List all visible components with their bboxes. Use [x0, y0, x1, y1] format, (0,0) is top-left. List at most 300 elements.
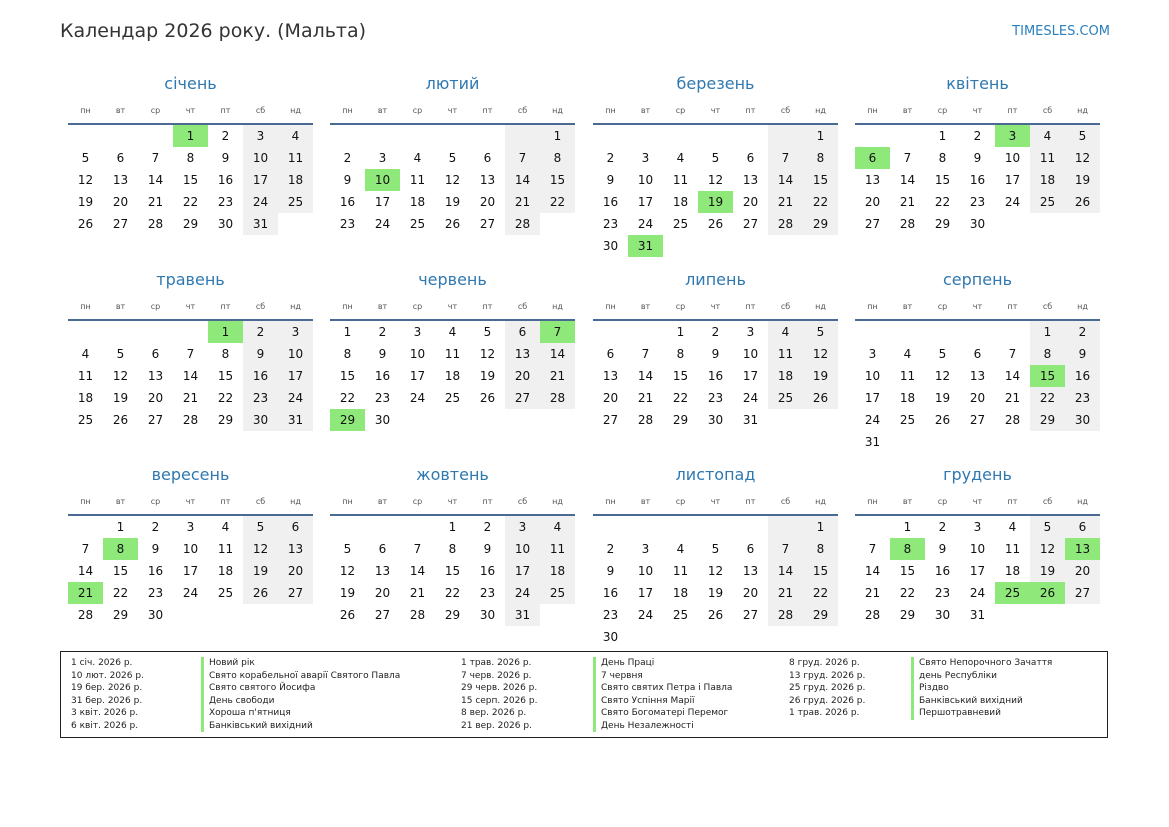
empty-day	[698, 626, 733, 648]
day: 17	[505, 560, 540, 582]
empty-day	[505, 125, 540, 147]
day: 18	[278, 169, 313, 191]
weekday-label: пн	[342, 497, 353, 506]
day: 2	[243, 321, 278, 343]
weekday-label: ср	[412, 106, 423, 115]
day: 16	[479, 564, 496, 578]
day: 8	[448, 542, 457, 556]
empty-day	[330, 516, 365, 538]
day: 9	[343, 173, 352, 187]
holiday-name: Свято Богоматері Перемог	[593, 707, 732, 720]
day: 29	[803, 604, 838, 626]
day: 7	[768, 538, 803, 560]
day: 31	[969, 608, 986, 622]
holiday-date: 15 серп. 2026 р.	[461, 695, 538, 706]
day: 22	[934, 195, 951, 209]
day: 13	[505, 343, 540, 365]
week-row	[330, 516, 575, 538]
day: 1	[343, 325, 352, 339]
day: 20	[147, 391, 164, 405]
week-row	[68, 365, 313, 387]
day: 3	[746, 325, 755, 339]
holiday-date: 10 лют. 2026 р.	[71, 670, 144, 681]
empty-day	[890, 431, 925, 453]
week-row	[330, 365, 575, 387]
day: 18	[217, 564, 234, 578]
day: 13	[602, 369, 619, 383]
day: 6	[505, 321, 540, 343]
weekday-label: сб	[255, 302, 266, 311]
weekday-label: вт	[902, 302, 913, 311]
day: 19	[1065, 169, 1100, 191]
month-block	[593, 270, 838, 431]
holiday-day: 29	[330, 409, 365, 431]
day: 24	[864, 413, 881, 427]
day: 10	[182, 542, 199, 556]
week-row	[593, 582, 838, 604]
holiday-day: 1	[208, 321, 243, 343]
weekday-label: ср	[675, 497, 686, 506]
empty-day	[400, 409, 435, 431]
day: 17	[278, 365, 313, 387]
day: 20	[742, 195, 759, 209]
empty-day	[663, 235, 698, 257]
weekday-label: вт	[902, 497, 913, 506]
holiday-name: 7 червня	[593, 670, 732, 683]
day: 29	[899, 608, 916, 622]
day: 7	[868, 542, 877, 556]
day: 14	[147, 173, 164, 187]
day: 17	[864, 391, 881, 405]
day: 22	[803, 582, 838, 604]
week-row	[593, 125, 838, 147]
holiday-date: 21 вер. 2026 р.	[461, 720, 532, 731]
holiday-name: День Праці	[593, 657, 732, 670]
day: 14	[1004, 369, 1021, 383]
day: 19	[479, 369, 496, 383]
day: 11	[672, 564, 689, 578]
day: 8	[343, 347, 352, 361]
day: 25	[540, 582, 575, 604]
day: 25	[768, 387, 803, 409]
weekday-label: сб	[780, 106, 791, 115]
day: 25	[899, 413, 916, 427]
day: 16	[602, 195, 619, 209]
day: 4	[221, 520, 230, 534]
month-name: травень	[156, 270, 225, 289]
empty-day	[960, 431, 995, 453]
day: 19	[77, 195, 94, 209]
day: 30	[969, 217, 986, 231]
weekday-label: вт	[115, 497, 126, 506]
empty-day	[803, 626, 838, 648]
day: 20	[112, 195, 129, 209]
weekday-label: сб	[255, 497, 266, 506]
holiday-name: Свято святого Йосифа	[201, 682, 400, 695]
week-row	[68, 343, 313, 365]
day: 5	[1030, 516, 1065, 538]
day: 2	[343, 151, 352, 165]
weekday-label: нд	[552, 106, 563, 115]
day: 5	[938, 347, 947, 361]
holiday-day: 31	[628, 235, 663, 257]
day: 14	[637, 369, 654, 383]
day: 3	[505, 516, 540, 538]
day: 17	[742, 369, 759, 383]
empty-day	[505, 409, 540, 431]
empty-day	[733, 125, 768, 147]
day: 4	[676, 151, 685, 165]
day: 18	[77, 391, 94, 405]
weekday-label: пн	[80, 302, 91, 311]
week-row	[68, 387, 313, 409]
day: 24	[243, 191, 278, 213]
day: 31	[243, 213, 278, 235]
holiday-name: день Республіки	[911, 670, 1052, 683]
day: 21	[899, 195, 916, 209]
day: 14	[77, 564, 94, 578]
empty-day	[540, 604, 575, 626]
day: 14	[505, 169, 540, 191]
holiday-date: 31 бер. 2026 р.	[71, 695, 143, 706]
day: 9	[243, 343, 278, 365]
day: 28	[899, 217, 916, 231]
week-row	[855, 387, 1100, 409]
day: 8	[1030, 343, 1065, 365]
week-row	[593, 387, 838, 409]
holiday-name: День Незалежності	[593, 720, 732, 733]
day: 6	[606, 347, 615, 361]
weekday-label: сб	[255, 106, 266, 115]
day: 18	[540, 560, 575, 582]
day: 26	[243, 582, 278, 604]
day: 10	[742, 347, 759, 361]
day: 28	[77, 608, 94, 622]
day: 15	[217, 369, 234, 383]
week-row	[855, 431, 1100, 453]
empty-day	[995, 321, 1030, 343]
day: 18	[899, 391, 916, 405]
day: 14	[182, 369, 199, 383]
day: 2	[973, 129, 982, 143]
weekday-label: ср	[412, 497, 423, 506]
holiday-day: 19	[698, 191, 733, 213]
day: 6	[973, 347, 982, 361]
month-block	[330, 270, 575, 431]
day: 24	[969, 586, 986, 600]
empty-day	[855, 516, 890, 538]
weekday-label: ср	[675, 302, 686, 311]
day: 25	[672, 217, 689, 231]
weekday-header	[855, 95, 1100, 121]
day: 6	[378, 542, 387, 556]
empty-day	[995, 431, 1030, 453]
day: 28	[637, 413, 654, 427]
day: 13	[479, 173, 496, 187]
day: 24	[742, 391, 759, 405]
holiday-dates-column	[461, 657, 537, 732]
day: 11	[409, 173, 426, 187]
holiday-day: 8	[103, 538, 138, 560]
day: 23	[602, 608, 619, 622]
weekday-label: ср	[150, 106, 161, 115]
holiday-date: 8 груд. 2026 р.	[789, 658, 860, 668]
day: 23	[969, 195, 986, 209]
month-name: вересень	[151, 465, 230, 484]
day: 17	[409, 369, 426, 383]
holiday-names-column	[593, 657, 732, 732]
day: 21	[637, 391, 654, 405]
day: 7	[151, 151, 160, 165]
empty-day	[1030, 604, 1065, 626]
week-row	[593, 321, 838, 343]
weekday-label: вт	[902, 106, 913, 115]
month-name: липень	[685, 270, 746, 289]
day: 13	[864, 173, 881, 187]
weekday-label: сб	[1042, 302, 1053, 311]
weekday-label: чт	[710, 302, 721, 311]
weekday-label: пн	[605, 497, 616, 506]
day: 15	[672, 369, 689, 383]
weekday-label: нд	[1077, 497, 1088, 506]
day: 5	[803, 321, 838, 343]
month-name: грудень	[943, 465, 1012, 484]
day: 2	[151, 520, 160, 534]
day: 3	[378, 151, 387, 165]
day: 1	[803, 125, 838, 147]
holiday-dates-column	[71, 657, 144, 732]
empty-day	[435, 125, 470, 147]
day: 7	[505, 147, 540, 169]
week-row	[68, 560, 313, 582]
day: 12	[707, 564, 724, 578]
day: 19	[339, 586, 356, 600]
empty-day	[208, 604, 243, 626]
weekday-header	[855, 486, 1100, 512]
day: 2	[221, 129, 230, 143]
empty-day	[890, 125, 925, 147]
day: 23	[374, 391, 391, 405]
week-row	[593, 147, 838, 169]
holiday-date: 3 квіт. 2026 р.	[71, 708, 139, 718]
day: 9	[606, 564, 615, 578]
day: 23	[479, 586, 496, 600]
weekday-label: сб	[517, 106, 528, 115]
holiday-day: 10	[365, 169, 400, 191]
weekday-label: чт	[972, 106, 983, 115]
day: 3	[868, 347, 877, 361]
weekday-label: вт	[377, 302, 388, 311]
week-row	[330, 213, 575, 235]
empty-day	[925, 321, 960, 343]
holiday-name: Першотравневий	[911, 707, 1052, 720]
day: 18	[672, 195, 689, 209]
day: 9	[151, 542, 160, 556]
empty-day	[960, 321, 995, 343]
week-row	[855, 343, 1100, 365]
day: 8	[221, 347, 230, 361]
month-name: серпень	[943, 270, 1012, 289]
week-row	[855, 191, 1100, 213]
day: 23	[934, 586, 951, 600]
day: 9	[483, 542, 492, 556]
day: 10	[637, 173, 654, 187]
day: 3	[973, 520, 982, 534]
weekday-label: нд	[1077, 106, 1088, 115]
day: 15	[112, 564, 129, 578]
empty-day	[173, 604, 208, 626]
day: 1	[448, 520, 457, 534]
day: 22	[444, 586, 461, 600]
empty-day	[470, 409, 505, 431]
week-row	[593, 213, 838, 235]
day: 28	[1004, 413, 1021, 427]
holiday-name: Новий рік	[201, 657, 400, 670]
day: 21	[540, 365, 575, 387]
day: 6	[746, 542, 755, 556]
day: 11	[77, 369, 94, 383]
day: 30	[479, 608, 496, 622]
day: 26	[77, 217, 94, 231]
weekday-label: чт	[710, 106, 721, 115]
week-row	[330, 409, 575, 431]
week-row	[68, 169, 313, 191]
day: 27	[742, 608, 759, 622]
week-row	[330, 169, 575, 191]
month-block	[855, 270, 1100, 453]
week-row	[593, 169, 838, 191]
week-row	[855, 147, 1100, 169]
day: 4	[448, 325, 457, 339]
day: 16	[969, 173, 986, 187]
day: 5	[1065, 125, 1100, 147]
day: 5	[711, 151, 720, 165]
empty-day	[540, 213, 575, 235]
week-row	[330, 125, 575, 147]
day: 8	[676, 347, 685, 361]
holiday-day: 3	[995, 125, 1030, 147]
day: 31	[278, 409, 313, 431]
day: 15	[182, 173, 199, 187]
empty-day	[400, 125, 435, 147]
day: 10	[969, 542, 986, 556]
day: 1	[676, 325, 685, 339]
weekday-label: ср	[675, 106, 686, 115]
day: 12	[112, 369, 129, 383]
week-row	[855, 365, 1100, 387]
page-title: Календар 2026 року. (Мальта)	[60, 20, 367, 42]
day: 4	[413, 151, 422, 165]
day: 6	[116, 151, 125, 165]
weekday-label: сб	[1042, 106, 1053, 115]
weekday-label: пт	[1007, 497, 1018, 506]
day: 3	[243, 125, 278, 147]
day: 28	[505, 213, 540, 235]
day: 2	[378, 325, 387, 339]
day: 25	[217, 586, 234, 600]
week-row	[330, 604, 575, 626]
empty-day	[365, 516, 400, 538]
day: 11	[672, 173, 689, 187]
week-row	[330, 321, 575, 343]
month-block	[855, 465, 1100, 626]
empty-day	[768, 235, 803, 257]
weekday-label: пт	[220, 497, 231, 506]
week-row	[593, 626, 838, 648]
day: 24	[409, 391, 426, 405]
week-row	[330, 191, 575, 213]
week-row	[68, 125, 313, 147]
weekday-label: вт	[115, 302, 126, 311]
day: 16	[602, 586, 619, 600]
day: 13	[742, 564, 759, 578]
day: 10	[1004, 151, 1021, 165]
day: 1	[903, 520, 912, 534]
day: 18	[768, 365, 803, 387]
day: 4	[1030, 125, 1065, 147]
day: 26	[803, 387, 838, 409]
day: 26	[1065, 191, 1100, 213]
day: 21	[505, 191, 540, 213]
day: 6	[278, 516, 313, 538]
day: 22	[540, 191, 575, 213]
day: 7	[413, 542, 422, 556]
day: 12	[803, 343, 838, 365]
empty-day	[663, 626, 698, 648]
holiday-day: 1	[173, 125, 208, 147]
day: 11	[768, 343, 803, 365]
day: 8	[803, 538, 838, 560]
day: 4	[540, 516, 575, 538]
day: 30	[147, 608, 164, 622]
weekday-label: ср	[150, 302, 161, 311]
day: 9	[606, 173, 615, 187]
day: 14	[409, 564, 426, 578]
day: 30	[1065, 409, 1100, 431]
day: 19	[803, 365, 838, 387]
weekday-label: пн	[342, 106, 353, 115]
empty-day	[470, 125, 505, 147]
weekday-label: чт	[972, 302, 983, 311]
day: 20	[602, 391, 619, 405]
day: 8	[186, 151, 195, 165]
month-name: листопад	[675, 465, 756, 484]
empty-day	[243, 604, 278, 626]
week-row	[593, 191, 838, 213]
day: 21	[182, 391, 199, 405]
day: 26	[339, 608, 356, 622]
day: 20	[374, 586, 391, 600]
day: 15	[803, 560, 838, 582]
day: 30	[934, 608, 951, 622]
site-link[interactable]: TIMESLES.COM	[1012, 24, 1110, 39]
weekday-label: ср	[150, 497, 161, 506]
empty-day	[733, 626, 768, 648]
empty-day	[103, 321, 138, 343]
day: 16	[243, 365, 278, 387]
week-row	[68, 321, 313, 343]
day: 29	[1030, 409, 1065, 431]
weekday-label: нд	[815, 106, 826, 115]
day: 5	[116, 347, 125, 361]
day: 5	[81, 151, 90, 165]
weekday-label: пт	[745, 106, 756, 115]
day: 10	[243, 147, 278, 169]
day: 2	[606, 542, 615, 556]
weekday-label: пн	[80, 106, 91, 115]
day: 11	[444, 347, 461, 361]
day: 25	[444, 391, 461, 405]
